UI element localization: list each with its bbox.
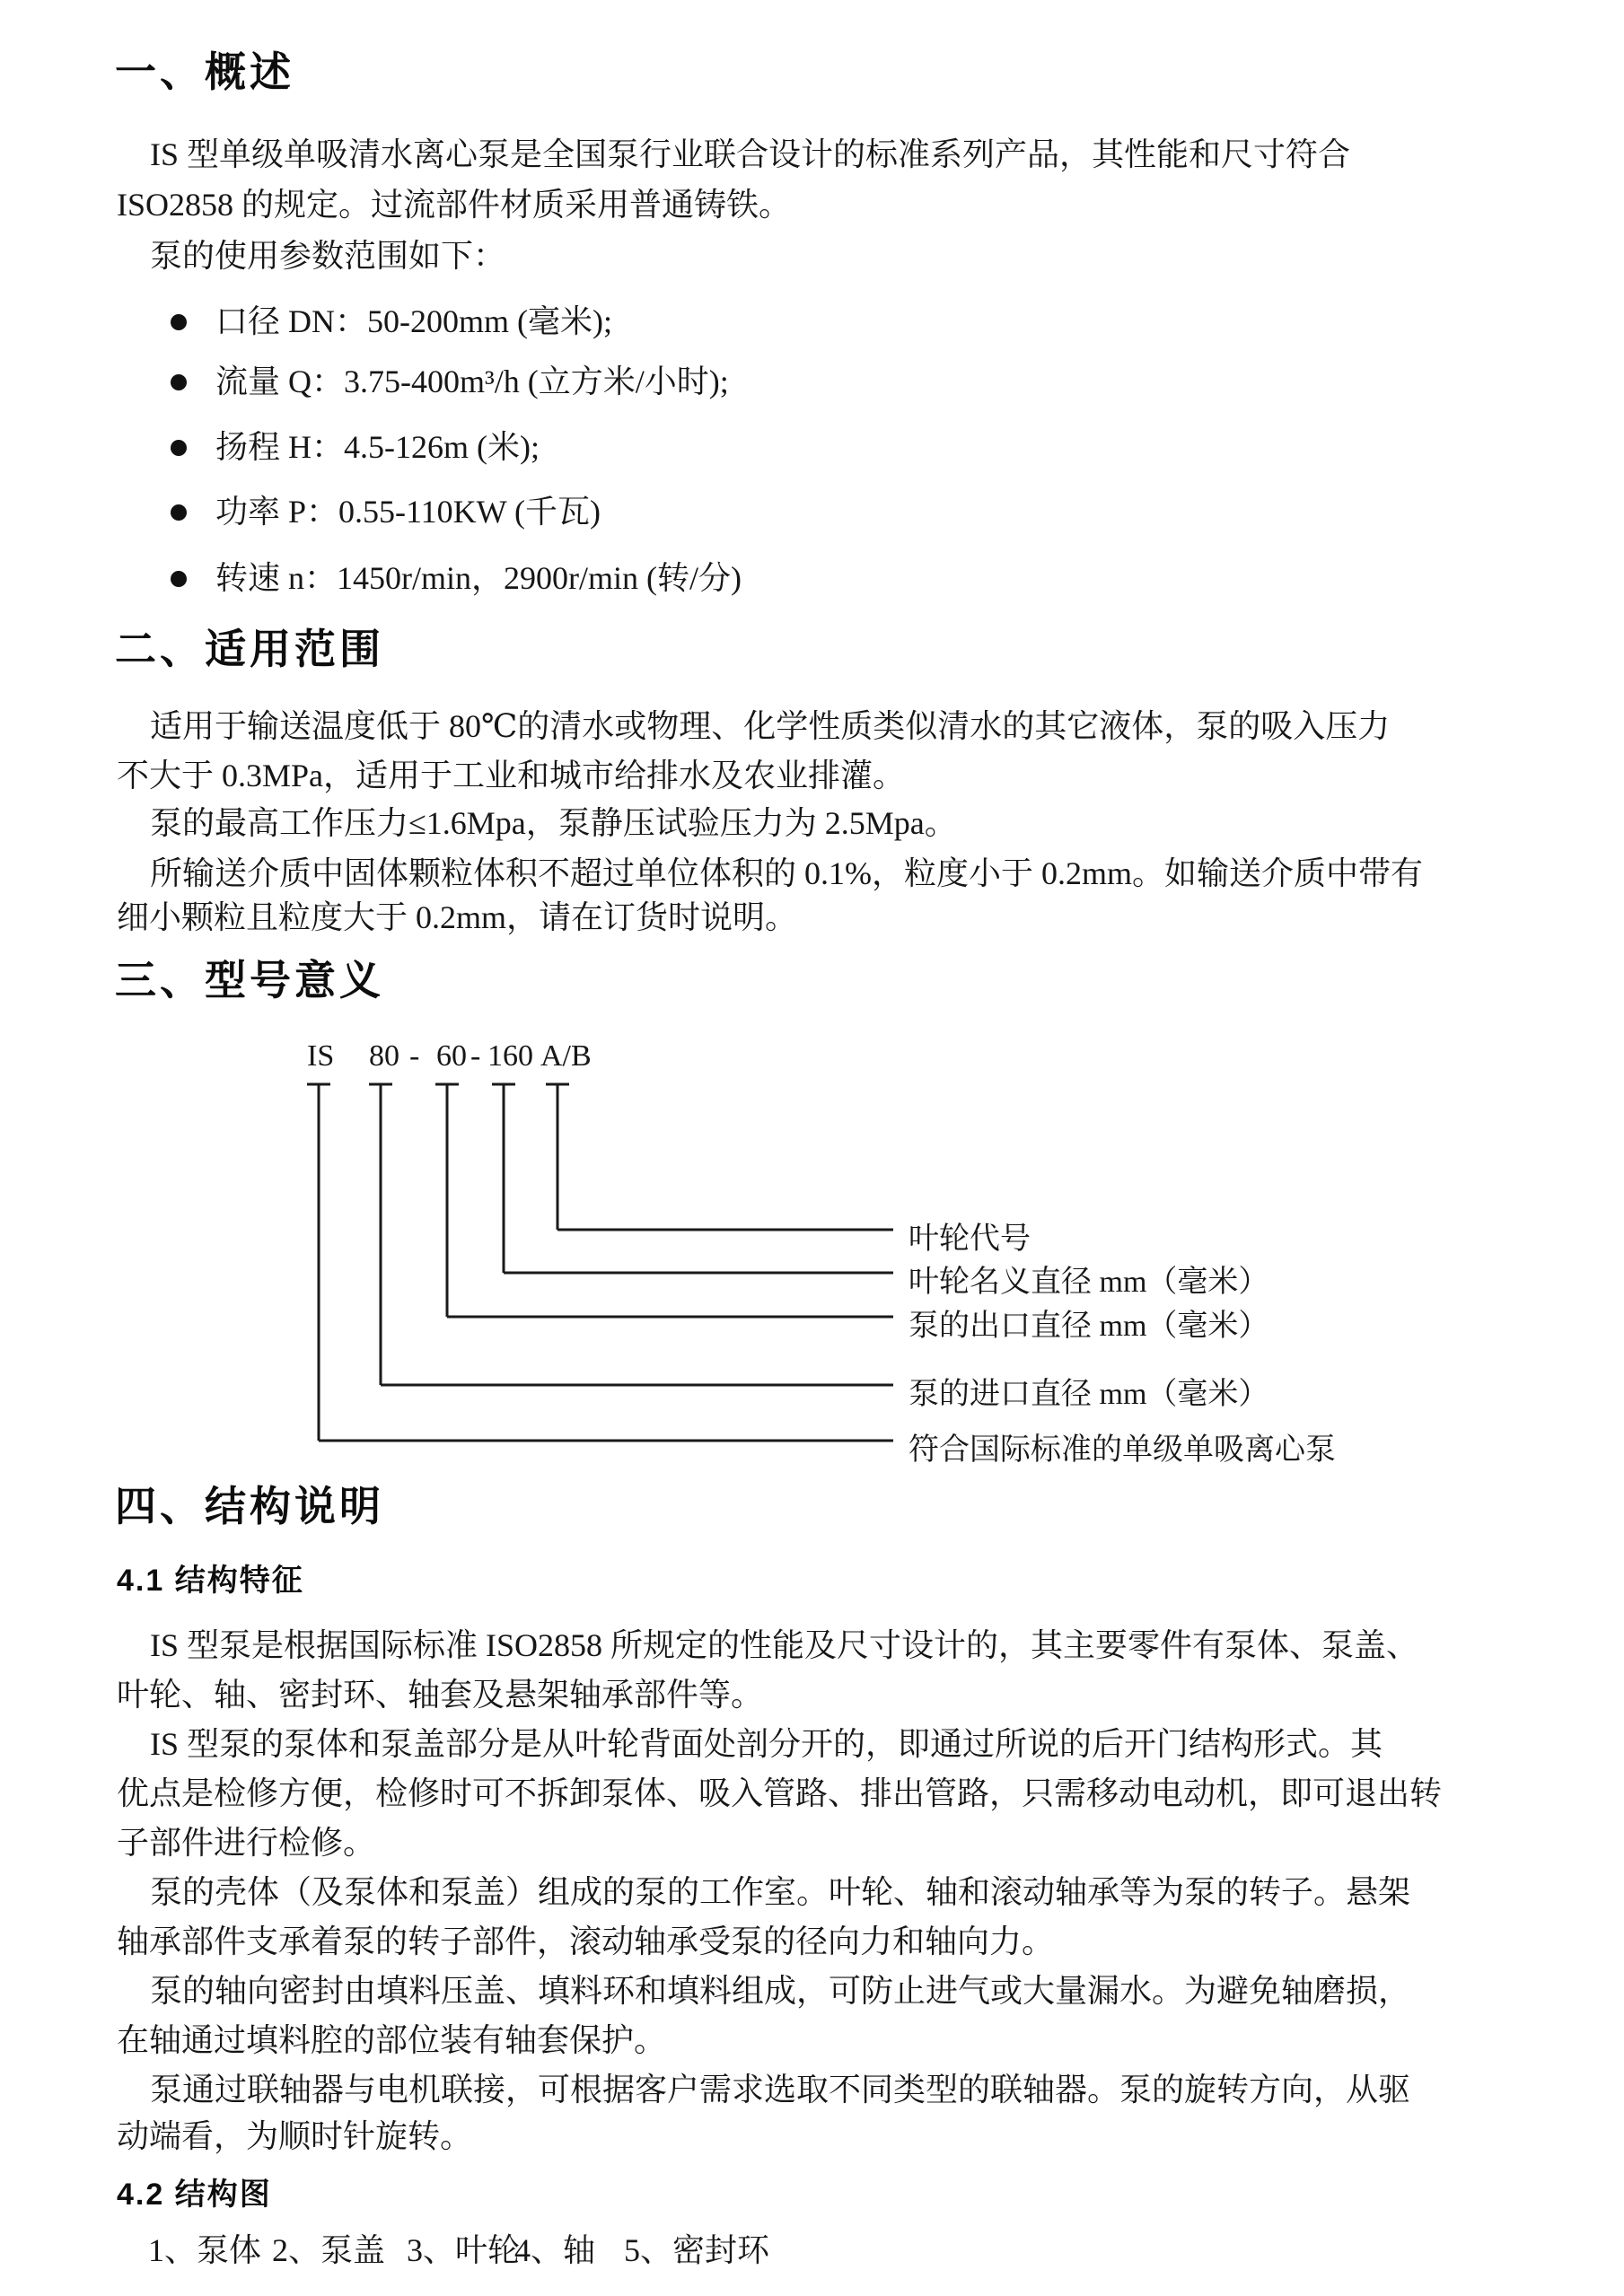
section-4-heading: 四、结构说明 xyxy=(115,1483,384,1529)
paragraph-line: 在轴通过填料腔的部位装有轴套保护。 xyxy=(117,2022,667,2058)
model-label-impeller-variant: 叶轮代号 xyxy=(909,1222,1031,1256)
part-label-shaft: 4、轴 xyxy=(514,2232,596,2268)
part-label-pump-cover: 2、泵盖 xyxy=(272,2232,386,2268)
model-impeller-variant: A/B xyxy=(540,1039,592,1073)
bullet-item xyxy=(171,302,612,342)
paragraph-line: IS 型泵是根据国际标准 ISO2858 所规定的性能及尺寸设计的，其主要零件有泵体、泵盖、 xyxy=(150,1627,1419,1663)
part-label-seal-ring: 5、密封环 xyxy=(624,2232,770,2268)
model-impeller-diameter: 160 xyxy=(487,1039,533,1073)
model-outlet-diameter: 60 xyxy=(436,1039,467,1073)
model-label-inlet-diameter: 泵的进口直径 mm（毫米） xyxy=(909,1378,1269,1411)
model-label-series: 符合国际标准的单级单吸离心泵 xyxy=(909,1433,1336,1467)
model-separator: - xyxy=(409,1039,420,1073)
paragraph-line: 动端看，为顺时针旋转。 xyxy=(117,2118,473,2154)
section-2-heading: 二、适用范围 xyxy=(115,626,384,672)
paragraph-line: 细小颗粒且粒度大于 0.2mm，请在订货时说明。 xyxy=(117,899,798,935)
bullet-dot-icon xyxy=(171,571,187,587)
bullet-text: 流量 Q：3.75-400m³/h (立方米/小时); xyxy=(215,364,729,399)
paragraph-line: 子部件进行检修。 xyxy=(117,1825,376,1861)
model-label-impeller-diameter: 叶轮名义直径 mm（毫米） xyxy=(909,1266,1269,1299)
paragraph-line: 叶轮、轴、密封环、轴套及悬架轴承部件等。 xyxy=(117,1677,764,1713)
paragraph-line: 所输送介质中固体颗粒体积不超过单位体积的 0.1%，粒度小于 0.2mm。如输送介质中带有 xyxy=(150,855,1423,891)
paragraph-line: 泵的最高工作压力≤1.6Mpa，泵静压试验压力为 2.5Mpa。 xyxy=(150,805,957,841)
model-label-outlet-diameter: 泵的出口直径 mm（毫米） xyxy=(909,1310,1269,1343)
section-3-heading: 三、型号意义 xyxy=(115,957,384,1003)
bullet-dot-icon xyxy=(171,374,187,390)
bullet-text: 转速 n：1450r/min，2900r/min (转/分) xyxy=(215,560,742,596)
model-inlet-diameter: 80 xyxy=(369,1039,399,1073)
bullet-item xyxy=(171,558,742,599)
paragraph-line: 泵的壳体（及泵体和泵盖）组成的泵的工作室。叶轮、轴和滚动轴承等为泵的转子。悬架 xyxy=(150,1874,1411,1910)
bullet-item xyxy=(171,492,601,532)
paragraph-line: 优点是检修方便，检修时可不拆卸泵体、吸入管路、排出管路，只需移动电动机，即可退出转 xyxy=(117,1775,1443,1811)
bullet-item xyxy=(171,362,729,402)
paragraph-line: 泵通过联轴器与电机联接，可根据客户需求选取不同类型的联轴器。泵的旋转方向，从驱 xyxy=(150,2072,1411,2108)
part-label-pump-body: 1、泵体 xyxy=(148,2232,262,2268)
bullet-dot-icon xyxy=(171,314,187,330)
paragraph-line: 泵的轴向密封由填料压盖、填料环和填料组成，可防止进气或大量漏水。为避免轴磨损， xyxy=(150,1973,1411,2009)
bullet-text: 口径 DN：50-200mm (毫米); xyxy=(215,303,612,339)
model-series-code: IS xyxy=(307,1039,335,1073)
model-separator: - xyxy=(470,1039,481,1073)
subsection-4-2-heading: 4.2 结构图 xyxy=(117,2178,272,2212)
bullet-text: 功率 P：0.55-110KW (千瓦) xyxy=(215,494,601,530)
paragraph-line: IS 型单级单吸清水离心泵是全国泵行业联合设计的标准系列产品，其性能和尺寸符合 xyxy=(150,136,1351,172)
bullet-text: 扬程 H：4.5-126m (米); xyxy=(215,429,540,465)
bullet-dot-icon xyxy=(171,504,187,521)
paragraph-line: IS 型泵的泵体和泵盖部分是从叶轮背面处剖分开的，即通过所说的后开门结构形式。其 xyxy=(150,1726,1383,1762)
section-1-heading: 一、概述 xyxy=(115,48,294,95)
subsection-4-1-heading: 4.1 结构特征 xyxy=(117,1564,304,1598)
paragraph-line: 不大于 0.3MPa，适用于工业和城市给排水及农业排灌。 xyxy=(117,758,906,793)
bullet-dot-icon xyxy=(171,440,187,456)
paragraph-line: 适用于输送温度低于 80℃的清水或物理、化学性质类似清水的其它液体，泵的吸入压力 xyxy=(150,708,1391,744)
model-breakdown-lines xyxy=(0,1023,1624,1472)
paragraph-line: ISO2858 的规定。过流部件材质采用普通铸铁。 xyxy=(117,187,792,223)
bullet-item xyxy=(171,427,540,468)
paragraph-line: 泵的使用参数范围如下： xyxy=(150,238,506,274)
paragraph-line: 轴承部件支承着泵的转子部件，滚动轴承受泵的径向力和轴向力。 xyxy=(117,1924,1055,1959)
part-label-impeller: 3、叶轮 xyxy=(407,2232,521,2268)
